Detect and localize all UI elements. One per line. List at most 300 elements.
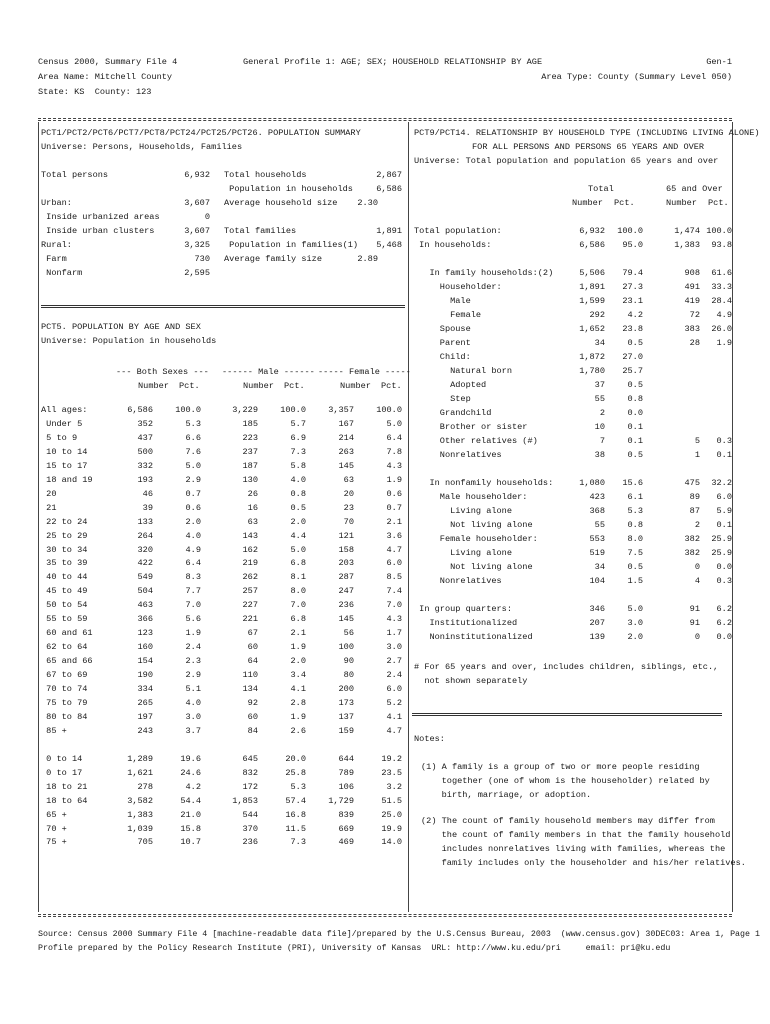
age-number-cell: 243 [137,725,153,736]
age-pct-cell: 0.8 [290,488,306,499]
age-table-row [0,795,770,808]
age-pct-cell: 7.8 [386,446,402,457]
age-pct-cell: 8.5 [386,572,402,583]
relationship-pct-cell: 6.0 [716,492,732,502]
relationship-number-cell: 6,586 [579,240,605,250]
age-pct-cell: 4.0 [185,697,201,708]
relationship-pct-cell: 0.1 [716,450,732,460]
age-number-cell: 504 [137,586,153,597]
age-number-cell: 257 [242,586,258,597]
age-group-label: 60 and 61 [41,628,93,639]
summary-universe: Universe: Persons, Households, Families [41,142,243,152]
relationship-number-cell: 4 [694,576,700,586]
relationship-number-cell: 10 [594,422,605,432]
relationship-pct-cell: 79.4 [622,268,643,278]
age-pct-cell: 2.6 [290,725,306,736]
age-sex-col-pct: Pct. [284,381,305,391]
relationship-table-row [0,239,770,252]
age-pct-cell: 25.0 [381,809,402,820]
age-number-cell: 236 [338,600,354,611]
summary-right-label: Total families [224,226,297,236]
age-group-label: 10 to 14 [41,446,88,457]
note-1: (1) A family is a group of two or more people residing [421,762,700,772]
age-group-label: 45 to 49 [41,586,88,597]
relationship-label: Adopted [414,380,487,390]
relationship-label: Institutionalized [414,618,518,628]
age-number-cell: 237 [242,446,258,457]
age-pct-cell: 2.3 [185,656,201,667]
summary-left-value: 2,595 [184,268,210,278]
relationship-label: Brother or sister [414,422,528,432]
age-pct-cell: 100.0 [376,405,402,415]
relationship-number-cell: 55 [594,520,605,530]
age-pct-cell: 4.7 [386,544,402,555]
age-pct-cell: 3.0 [185,711,201,722]
age-number-cell: 1,853 [232,795,258,806]
age-number-cell: 185 [242,418,258,429]
age-number-cell: 203 [338,558,354,569]
age-pct-cell: 5.6 [185,614,201,625]
relationship-pct-cell: 0.8 [627,520,643,530]
relationship-table-row [0,323,770,336]
age-number-cell: 219 [242,558,258,569]
relationship-table-row [0,617,770,630]
age-pct-cell: 6.0 [386,558,402,569]
relationship-table-row [0,477,770,490]
relationship-pct-cell: 100.0 [706,226,732,236]
relationship-pct-cell: 0.3 [716,436,732,446]
age-number-cell: 366 [137,614,153,625]
age-number-cell: 64 [247,656,258,667]
relationship-pct-cell: 0.5 [627,562,643,572]
relationship-table-row [0,337,770,350]
footer-source: Source: Census 2000 Summary File 4 [machine-readable data file]/prepared by the U.S.Census Bureau, 2003 (www.census.gov) 30DEC03: Area 1, Page 1 [38,930,760,939]
summary-title: PCT1/PCT2/PCT6/PCT7/PCT8/PCT24/PCT25/PCT26. POPULATION SUMMARY [41,128,361,138]
age-group-label: 15 to 17 [41,460,88,471]
age-number-cell: 3,357 [328,405,354,415]
age-pct-cell: 3.7 [185,725,201,736]
relationship-number-cell: 2 [694,520,700,530]
age-number-cell: 145 [338,614,354,625]
age-number-cell: 80 [343,670,354,681]
relationship-label: Female [414,310,482,320]
age-pct-cell: 23.5 [381,767,402,778]
relationship-pct-cell: 0.5 [627,380,643,390]
header-profile-code: Gen-1 [706,57,732,67]
relationship-number-cell: 475 [684,478,700,488]
age-pct-cell: 0.6 [185,502,201,513]
age-number-cell: 60 [247,642,258,653]
age-number-cell: 469 [338,837,354,848]
age-pct-cell: 3.0 [386,642,402,653]
age-group-label: 30 to 34 [41,544,88,555]
age-pct-cell: 8.3 [185,572,201,583]
relationship-number-cell: 104 [589,576,605,586]
age-pct-cell: 5.1 [185,684,201,694]
age-number-cell: 160 [137,642,153,653]
header-state-county: State: KS County: 123 [38,87,152,97]
age-pct-cell: 1.7 [386,628,402,639]
age-number-cell: 265 [137,697,153,708]
relationship-number-cell: 368 [589,506,605,516]
relationship-table-row [0,407,770,420]
age-pct-cell: 4.0 [185,530,201,541]
relationship-pct-cell: 4.9 [716,310,732,320]
relationship-label: Noninstitutionalized [414,632,533,642]
relationship-table-row [0,463,770,476]
age-group-label: 67 to 69 [41,670,88,681]
age-group-label: 40 to 44 [41,572,88,583]
age-pct-cell: 4.4 [290,530,306,541]
relationship-title: PCT9/PCT14. RELATIONSHIP BY HOUSEHOLD TYPE (INCLUDING LIVING ALONE) [414,128,760,138]
relationship-pct-cell: 0.1 [627,422,643,432]
age-number-cell: 137 [338,711,354,722]
age-number-cell: 263 [338,446,354,457]
notes-title: Notes: [414,734,445,744]
age-number-cell: 247 [338,586,354,597]
relationship-label: Nonrelatives [414,576,502,586]
age-pct-cell: 8.0 [290,586,306,597]
age-sex-col-number: Number [138,381,169,391]
relationship-table-row [0,491,770,504]
relationship-pct-cell: 0.5 [627,450,643,460]
relationship-table-row [0,393,770,406]
relationship-number-cell: 55 [594,394,605,404]
relationship-table-row [0,603,770,616]
age-number-cell: 90 [343,656,354,667]
relationship-number-cell: 1,599 [579,296,605,306]
age-group-label: Under 5 [41,418,83,429]
relationship-label: Parent [414,338,471,348]
age-number-cell: 63 [343,474,354,485]
relationship-table-row [0,281,770,294]
summary-left-label: Urban: [41,198,72,208]
relationship-number-cell: 519 [589,548,605,558]
relationship-number-cell: 37 [594,380,605,390]
age-number-cell: 39 [142,502,153,513]
relationship-number-cell: 1,872 [579,352,605,362]
age-pct-cell: 51.5 [381,795,402,806]
age-number-cell: 46 [142,488,153,499]
age-sex-col-pct: Pct. [179,381,200,391]
relationship-table-row [0,253,770,266]
age-number-cell: 6,586 [127,405,153,415]
relationship-number-cell: 1,652 [579,324,605,334]
relationship-pct-cell: 28.4 [711,296,732,306]
age-number-cell: 67 [247,628,258,639]
age-pct-cell: 2.1 [386,516,402,527]
age-group-label: 25 to 29 [41,530,88,541]
relationship-pct-cell: 0.1 [716,520,732,530]
relationship-pct-cell: 27.3 [622,282,643,292]
note-2-cont: the count of family members in that the family household [421,830,731,840]
relationship-number-cell: 87 [689,506,700,516]
age-table-row [0,725,770,738]
relationship-label: Total population: [414,226,502,236]
note-2-cont: family includes only the householder and his/her relatives. [421,858,746,868]
summary-right-value: 1,891 [376,226,402,236]
age-pct-cell: 4.3 [386,460,402,471]
relationship-number-cell: 89 [689,492,700,502]
age-group-label: 50 to 54 [41,600,88,611]
summary-left-label: Nonfarm [41,268,83,278]
age-pct-cell: 19.6 [180,753,201,764]
age-sex-group-both: --- Both Sexes --- [116,367,209,377]
relationship-pct-cell: 27.0 [622,352,643,362]
relationship-pct-cell: 0.8 [627,394,643,404]
summary-left-label: Inside urban clusters [41,226,155,236]
age-number-cell: 334 [137,684,153,694]
age-number-cell: 167 [338,418,354,429]
relationship-number-cell: 0 [694,562,700,572]
age-pct-cell: 3.4 [290,670,306,681]
relationship-label: Other relatives (#) [414,436,538,446]
age-pct-cell: 0.7 [386,502,402,513]
age-number-cell: 123 [137,628,153,639]
summary-right-value: 2,867 [376,170,402,180]
notes-separator [412,713,722,716]
age-number-cell: 106 [338,781,354,792]
relationship-label: Living alone [414,548,512,558]
age-group-label: 18 to 64 [41,795,88,806]
age-number-cell: 172 [242,781,258,792]
relationship-label: Child: [414,352,471,362]
relationship-pct-cell: 0.0 [627,408,643,418]
relationship-number-cell: 34 [594,562,605,572]
age-number-cell: 187 [242,460,258,471]
relationship-table-row [0,589,770,602]
age-number-cell: 121 [338,530,354,541]
relationship-table-row [0,295,770,308]
age-pct-cell: 2.9 [185,670,201,681]
relationship-table-row [0,365,770,378]
age-sex-group-female: ----- Female ----- [318,367,411,377]
age-number-cell: 705 [137,837,153,848]
relationship-label: Step [414,394,471,404]
age-pct-cell: 3.6 [386,530,402,541]
relationship-pct-cell: 6.2 [716,604,732,614]
age-group-label: 65 and 66 [41,656,93,667]
relationship-pct-cell: 3.0 [627,618,643,628]
relationship-number-cell: 7 [599,436,605,446]
age-number-cell: 200 [338,684,354,694]
relationship-pct-cell: 25.9 [711,534,732,544]
age-group-label: 20 [41,488,57,499]
relationship-number-cell: 6,932 [579,226,605,236]
age-number-cell: 162 [242,544,258,555]
relationship-number-cell: 2 [599,408,605,418]
age-number-cell: 832 [242,767,258,778]
age-pct-cell: 2.4 [185,642,201,653]
relationship-universe: Universe: Total population and population 65 years and over [414,156,719,166]
age-sex-group-male: ------ Male ------ [222,367,315,377]
age-group-label: 75 to 79 [41,697,88,708]
age-pct-cell: 0.7 [185,488,201,499]
relationship-table-row [0,631,770,644]
relationship-pct-cell: 1.9 [716,338,732,348]
age-number-cell: 223 [242,432,258,443]
relationship-number-cell: 207 [589,618,605,628]
relationship-label: Natural born [414,366,512,376]
note-2: (2) The count of family household members may differ from [421,816,715,826]
relationship-pct-cell: 2.0 [627,632,643,642]
relationship-table-row [0,547,770,560]
relationship-pct-cell: 0.1 [627,436,643,446]
age-pct-cell: 4.1 [386,711,402,722]
age-pct-cell: 7.0 [386,600,402,611]
age-pct-cell: 7.0 [290,600,306,611]
age-number-cell: 669 [338,823,354,834]
age-number-cell: 1,039 [127,823,153,834]
note-1-cont: together (one of whom is the householder) related by [421,776,710,786]
age-pct-cell: 7.7 [185,586,201,597]
relationship-number-cell: 423 [589,492,605,502]
age-number-cell: 70 [343,516,354,527]
age-group-label: 22 to 24 [41,516,88,527]
relationship-table-row [0,519,770,532]
relationship-number-cell: 1,891 [579,282,605,292]
age-group-label: 65 + [41,809,67,820]
age-number-cell: 92 [247,697,258,708]
age-number-cell: 20 [343,488,354,499]
relationship-number-cell: 1,383 [674,240,700,250]
relationship-footnote: # For 65 years and over, includes children, siblings, etc., [414,662,719,672]
summary-left-label: Rural: [41,240,72,250]
relationship-pct-cell: 33.3 [711,282,732,292]
age-group-label: 55 to 59 [41,614,88,625]
age-number-cell: 370 [242,823,258,834]
age-number-cell: 3,229 [232,405,258,415]
relationship-label: Living alone [414,506,512,516]
age-pct-cell: 4.3 [386,614,402,625]
relationship-number-cell: 491 [684,282,700,292]
age-pct-cell: 4.9 [185,544,201,555]
age-number-cell: 100 [338,642,354,653]
relationship-table-row [0,267,770,280]
relationship-label: Householder: [414,282,502,292]
summary-right-label: Total households [224,170,307,180]
age-number-cell: 278 [137,781,153,792]
relationship-number-cell: 1,474 [674,226,700,236]
relationship-pct-cell: 32.2 [711,478,732,488]
summary-right-value: 5,468 [376,240,402,250]
relationship-number-cell: 1,780 [579,366,605,376]
relationship-number-cell: 908 [684,268,700,278]
relationship-number-cell: 383 [684,324,700,334]
relationship-number-cell: 419 [684,296,700,306]
relationship-col-pct: Pct. [708,198,729,208]
age-pct-cell: 2.0 [185,516,201,527]
age-group-label: All ages: [41,405,88,415]
relationship-col-number: Number [572,198,603,208]
relationship-pct-cell: 0.5 [627,338,643,348]
bottom-rule [38,914,732,915]
relationship-table-row [0,533,770,546]
relationship-label: Not living alone [414,562,533,572]
age-pct-cell: 14.0 [381,837,402,848]
age-pct-cell: 2.8 [290,697,306,708]
summary-right-label: Average family size [224,254,322,264]
age-pct-cell: 1.9 [290,711,306,722]
age-number-cell: 56 [343,628,354,639]
relationship-pct-cell: 8.0 [627,534,643,544]
age-group-label: 35 to 39 [41,558,88,569]
relationship-label: In nonfamily households: [414,478,554,488]
age-group-label: 85 + [41,725,67,736]
relationship-number-cell: 5,506 [579,268,605,278]
age-number-cell: 173 [338,697,354,708]
age-number-cell: 1,621 [127,767,153,778]
age-pct-cell: 0.6 [386,488,402,499]
relationship-col-pct: Pct. [614,198,635,208]
age-pct-cell: 54.4 [180,795,201,806]
age-pct-cell: 1.9 [386,474,402,485]
relationship-label: Not living alone [414,520,533,530]
relationship-table-row [0,351,770,364]
summary-left-value: 3,607 [184,198,210,208]
age-pct-cell: 11.5 [285,823,306,834]
age-number-cell: 645 [242,753,258,764]
relationship-label: Nonrelatives [414,450,502,460]
relationship-label: Female householder: [414,534,538,544]
age-pct-cell: 21.0 [180,809,201,820]
age-table-row [0,697,770,710]
age-pct-cell: 2.1 [290,628,306,639]
header-source: Census 2000, Summary File 4 [38,57,178,67]
age-number-cell: 145 [338,460,354,471]
age-sex-universe: Universe: Population in households [41,336,217,346]
relationship-pct-cell: 23.8 [622,324,643,334]
age-number-cell: 236 [242,837,258,848]
relationship-number-cell: 1,080 [579,478,605,488]
age-pct-cell: 4.0 [290,474,306,485]
age-pct-cell: 20.0 [285,753,306,764]
age-number-cell: 227 [242,600,258,611]
age-pct-cell: 1.9 [290,642,306,653]
age-pct-cell: 3.2 [386,781,402,792]
relationship-number-cell: 72 [689,310,700,320]
age-number-cell: 221 [242,614,258,625]
age-pct-cell: 19.9 [381,823,402,834]
age-pct-cell: 4.1 [290,684,306,694]
age-number-cell: 214 [338,432,354,443]
age-pct-cell: 5.3 [290,781,306,792]
age-pct-cell: 2.0 [290,516,306,527]
age-number-cell: 644 [338,753,354,764]
age-pct-cell: 6.6 [185,432,201,443]
relationship-pct-cell: 0.0 [716,562,732,572]
relationship-pct-cell: 23.1 [622,296,643,306]
age-number-cell: 463 [137,600,153,611]
age-group-label: 0 to 17 [41,767,83,778]
age-pct-cell: 57.4 [285,795,306,806]
relationship-number-cell: 292 [589,310,605,320]
relationship-subtitle: FOR ALL PERSONS AND PERSONS 65 YEARS AND OVER [472,142,705,152]
age-pct-cell: 25.8 [285,767,306,778]
age-group-label: 70 to 74 [41,684,88,694]
relationship-pct-cell: 1.5 [627,576,643,586]
age-pct-cell: 2.0 [290,656,306,667]
summary-left-value: 0 [204,212,210,222]
relationship-number-cell: 28 [689,338,700,348]
age-group-label: 70 + [41,823,67,834]
summary-left-label: Farm [41,254,67,264]
summary-left-label: Total persons [41,170,109,180]
summary-right-label: Average household size [224,198,338,208]
age-number-cell: 264 [137,530,153,541]
age-pct-cell: 2.4 [386,670,402,681]
header-area-name: Area Name: Mitchell County [38,72,173,82]
